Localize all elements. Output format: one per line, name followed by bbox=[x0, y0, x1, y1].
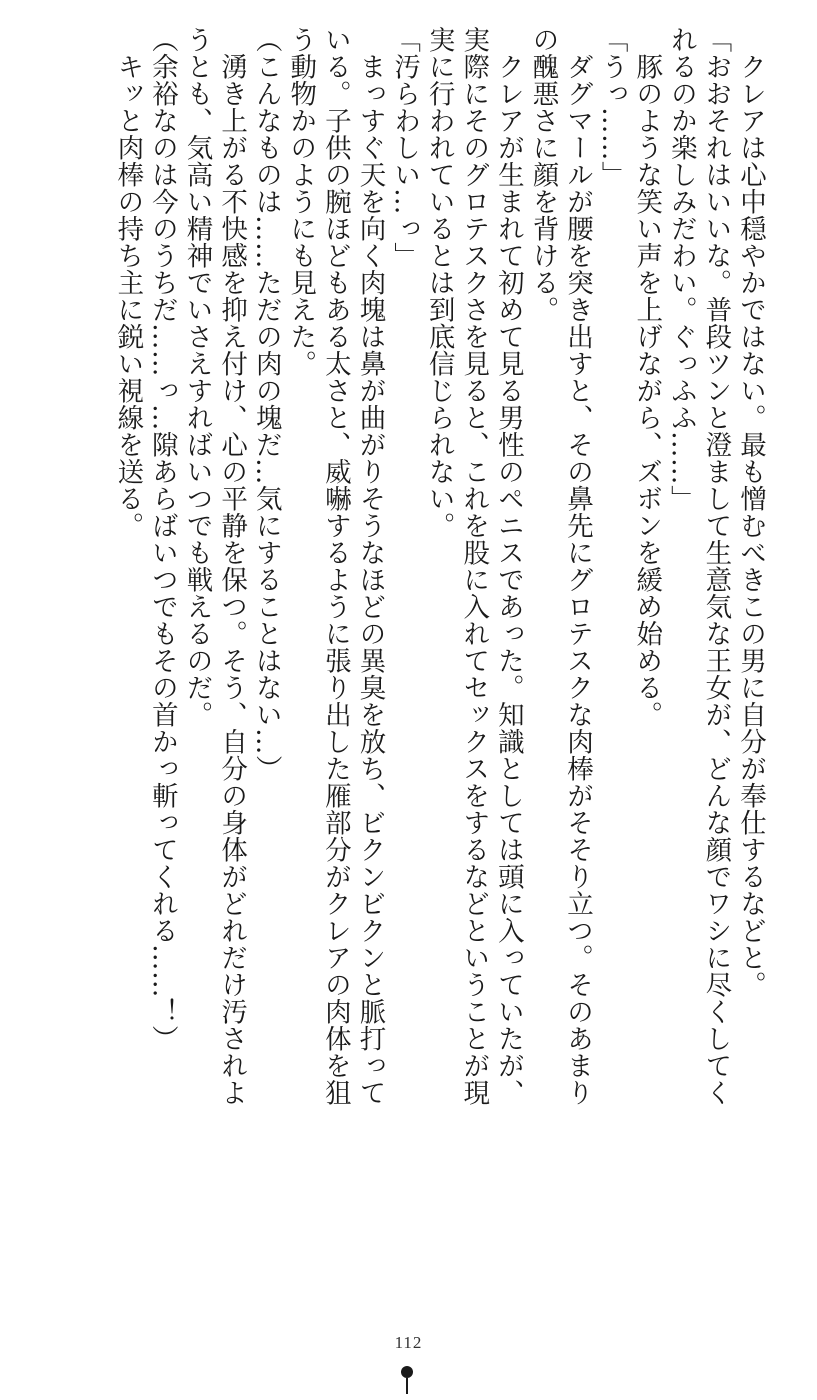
text-line: 「おおそれはいいな。普段ツンと澄まして生意気な王女が、どんな顔でワシに尽くしてく bbox=[700, 26, 732, 1106]
page-number: 112 bbox=[394, 1333, 423, 1352]
text-line: クレアは心中穏やかではない。最も憎むべきこの男に自分が奉仕するなどと。 bbox=[735, 26, 766, 998]
text-line: 豚のような笑い声を上げながら、ズボンを緩め始める。 bbox=[631, 26, 663, 728]
text-line: クレアが生まれて初めて見る男性のペニスであった。知識としては頭に入っていたが、 bbox=[492, 26, 524, 1106]
text-line: キッと肉棒の持ち主に鋭い視線を送る。 bbox=[112, 26, 144, 539]
text-line: 「汚らわしい…っ」 bbox=[389, 26, 421, 269]
text-line: （余裕なのは今のうちだ……っ…隙あらばいつでもその首かっ斬ってくれる……！） bbox=[146, 26, 178, 1052]
text-line: まっすぐ天を向く肉塊は鼻が曲がりそうなほどの異臭を放ち、ビクンビクンと脈打って bbox=[354, 26, 386, 1106]
text-line: 実際にそのグロテスクさを見ると、これを股に入れてセックスをするなどということが現 bbox=[458, 26, 490, 1106]
text-line: ダグマールが腰を突き出すと、その鼻先にグロテスクな肉棒がそそり立つ。そのあまり bbox=[562, 26, 594, 1106]
text-line: 実に行われているとは到底信じられない。 bbox=[423, 26, 455, 539]
text-line: いる。子供の腕ほどもある太さと、威嚇するように張り出した雁部分がクレアの肉体を狙 bbox=[319, 26, 351, 1106]
text-line: 「うっ……」 bbox=[596, 26, 628, 188]
page-marker-line bbox=[406, 1378, 408, 1394]
page-marker-dot bbox=[401, 1366, 413, 1378]
text-line: れるのか楽しみだわい。ぐっふふ……」 bbox=[665, 26, 697, 512]
text-line: の醜悪さに顔を背ける。 bbox=[527, 26, 559, 323]
text-line: うとも、気高い精神でいさえすればいつでも戦えるのだ。 bbox=[181, 26, 213, 728]
body-text bbox=[67, 26, 767, 1126]
text-line: （こんなものは……ただの肉の塊だ…気にすることはない…） bbox=[250, 26, 282, 782]
text-line: う動物かのようにも見えた。 bbox=[285, 26, 317, 377]
text-line: 湧き上がる不快感を抑え付け、心の平静を保つ。そう、自分の身体がどれだけ汚されよ bbox=[216, 26, 248, 1106]
